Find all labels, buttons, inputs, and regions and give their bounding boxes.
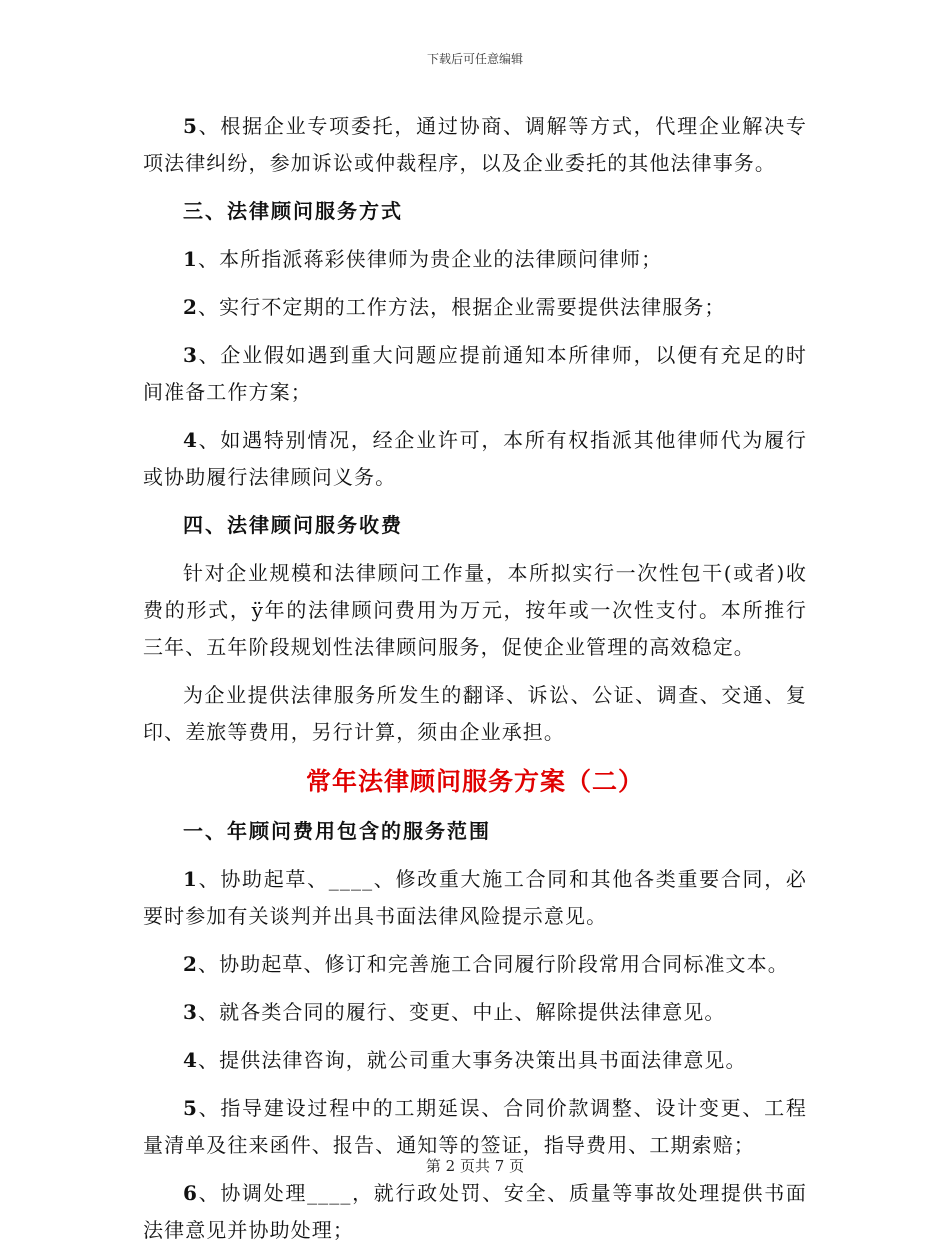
item-number: 5 [183, 1096, 199, 1120]
item-text: 、实行不定期的工作方法，根据企业需要提供法律服务； [198, 295, 726, 319]
paragraph-fee-1: 针对企业规模和法律顾问工作量，本所拟实行一次性包干(或者)收费的形式，ÿ年的法律顾问费用为万元，按年或一次性支付。本所推行三年、五年阶段规划性法律顾问服务，促使企业管理的高效稳定。 [143, 561, 807, 659]
paragraph-scope-6 [143, 1175, 807, 1249]
item-number: 2 [183, 952, 199, 976]
item-text: 、协助起草、修订和完善施工合同履行阶段常用合同标准文本。 [198, 952, 789, 976]
item-text: 、就各类合同的履行、变更、中止、解除提供法律意见。 [198, 1000, 726, 1024]
paragraph-fee-2: 为企业提供法律服务所发生的翻译、诉讼、公证、调查、交通、复印、差旅等费用，另行计算，须由企业承担。 [143, 683, 807, 744]
section-title: 常年法律顾问服务方案（二） [305, 767, 644, 796]
item-text: 、根据企业专项委托，通过协商、调解等方式，代理企业解决专项法律纠纷，参加诉讼或仲裁程序，以及企业委托的其他法律事务。 [143, 114, 807, 175]
heading-service-fee: 四、法律顾问服务收费 [183, 513, 403, 537]
heading-service-scope: 一、年顾问费用包含的服务范围 [183, 819, 491, 843]
item-number: 1 [183, 867, 199, 891]
paragraph-method-2 [143, 289, 807, 326]
paragraph-scope-1 [143, 861, 807, 935]
paragraph-scope-3 [143, 994, 807, 1031]
item-number: 4 [183, 428, 199, 452]
page-footer: 第 2 页共 7 页 [425, 1157, 525, 1175]
document-body [143, 108, 807, 1260]
page-header: 下载后可任意编辑 [426, 52, 523, 66]
item-text: 、指导建设过程中的工期延误、合同价款调整、设计变更、工程量清单及往来函件、报告、通知等的签证，指导费用、工期索赔； [143, 1096, 807, 1157]
paragraph-method-3 [143, 337, 807, 411]
item-text: 、企业假如遇到重大问题应提前通知本所律师，以便有充足的时间准备工作方案； [143, 343, 807, 404]
paragraph-scope-5 [143, 1090, 807, 1164]
paragraph-scope-2 [143, 946, 807, 983]
item-number: 2 [183, 295, 199, 319]
item-text: 、如遇特别情况，经企业许可，本所有权指派其他律师代为履行或协助履行法律顾问义务。 [143, 428, 807, 489]
item-text: 、协助起草、____、修改重大施工合同和其他各类重要合同，必要时参加有关谈判并出具书面法律风险提示意见。 [143, 867, 807, 928]
item-number: 3 [183, 1000, 199, 1024]
item-number: 5 [183, 114, 199, 138]
heading-service-method: 三、法律顾问服务方式 [183, 199, 403, 223]
item-number: 4 [183, 1048, 199, 1072]
paragraph-item-5 [143, 108, 807, 182]
item-number: 6 [183, 1181, 199, 1205]
paragraph-scope-4 [143, 1042, 807, 1079]
item-number: 3 [183, 343, 199, 367]
item-text: 、本所指派蒋彩侠律师为贵企业的法律顾问律师； [198, 247, 663, 271]
item-number: 1 [183, 247, 199, 271]
paragraph-method-4 [143, 422, 807, 496]
paragraph-method-1 [143, 241, 807, 278]
item-text: 、提供法律咨询，就公司重大事务决策出具书面法律意见。 [198, 1048, 747, 1072]
item-text: 、协调处理____，就行政处罚、安全、质量等事故处理提供书面法律意见并协助处理； [143, 1181, 807, 1242]
